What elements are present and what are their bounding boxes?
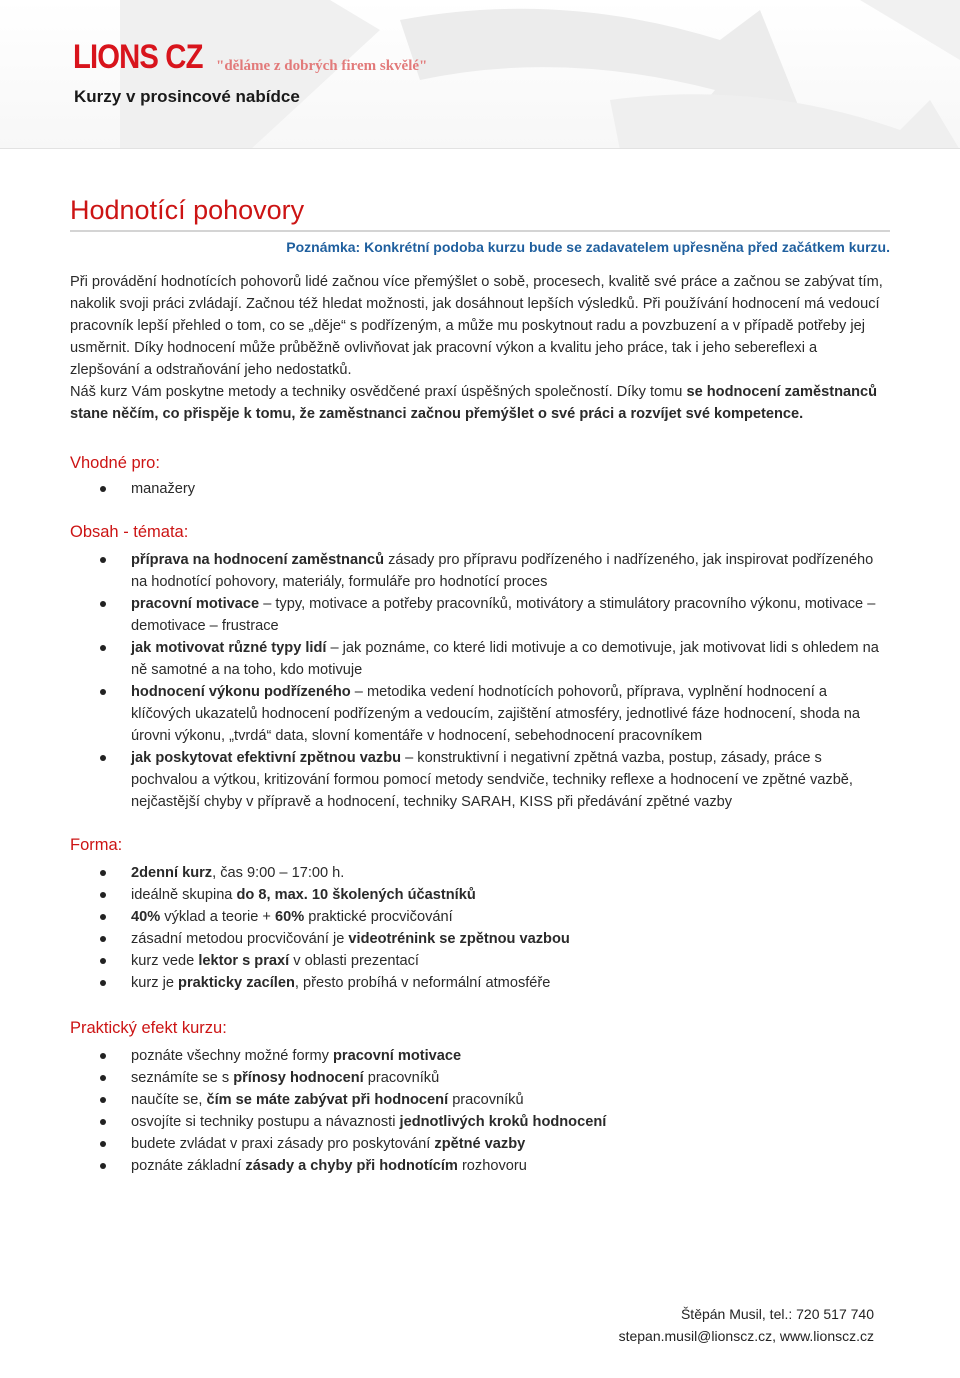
list-item-text: manažery	[131, 481, 196, 497]
list-item-bold: hodnocení výkonu podřízeného	[131, 684, 351, 700]
section-heading-vhodne: Vhodné pro:	[70, 454, 160, 472]
list-item	[70, 1133, 890, 1155]
list-item	[70, 1089, 890, 1111]
company-slogan: "děláme z dobrých firem skvělé"	[216, 58, 428, 74]
bullet-icon	[100, 870, 106, 876]
list-item-text: rozhovoru	[457, 1158, 527, 1174]
bullet-icon	[100, 980, 106, 986]
list-item-text: ideálně skupina	[131, 887, 237, 903]
intro-paragraph-1: Při provádění hodnotících pohovorů lidé začnou více přemýšlet o sobě, procesech, kvalitě své práce a začnou se zabývat tím, nakolik svoji práci zvládají. Začnou též hledat možnosti, jak dosáhnout lepších výsledků. Při používání hodnocení má vedoucí pracovník lepší přehled o tom, co se „děje“ s podřízeným, a může mu poskytnout radu a povzbuzení a v případě potřeby jej usměrnit. Díky hodnocení může průběžně ovlivňovat jak pracovní výkon a kvalitu jeho práce, tak i jeho sebereflexi a zlepšování a odstraňování jeho nedostatků.	[70, 274, 883, 378]
list-item-bold: zásady a chyby při hodnotícím	[245, 1158, 458, 1174]
intro-paragraph-2	[70, 381, 890, 425]
bullet-icon	[100, 1053, 106, 1059]
list-item-bold: čím se máte zabývat při hodnocení	[206, 1092, 449, 1108]
bullet-icon	[100, 914, 106, 920]
page-header	[0, 0, 960, 149]
efekt-list	[70, 1045, 890, 1177]
list-item	[70, 972, 890, 994]
list-item	[70, 593, 890, 637]
list-item-bold: zpětné vazby	[434, 1136, 526, 1152]
list-item-bold: pracovní motivace	[332, 1048, 462, 1064]
list-item-text: kurz vede	[131, 953, 199, 969]
list-item-bold: příprava na hodnocení zaměstnanců	[131, 552, 385, 568]
contact-footer	[619, 1303, 874, 1347]
bullet-icon	[100, 1075, 106, 1081]
course-title: Hodnotící pohovory	[70, 195, 305, 225]
bullet-icon	[100, 936, 106, 942]
list-item-text: – jak poznáme, co které lidi motivuje a co demotivuje, jak motivovat lidi s ohledem na ně samotné a na toho, kdo motivuje	[131, 640, 879, 678]
list-item-text: seznámíte se s	[131, 1070, 234, 1086]
forma-list	[70, 862, 890, 994]
bullet-icon	[100, 755, 106, 761]
section-heading-efekt: Praktický efekt kurzu:	[70, 1019, 227, 1037]
list-item-text: – typy, motivace a potřeby pracovníků, motivátory a stimulátory pracovního výkonu, motivace – demotivace – frustrace	[131, 596, 876, 634]
list-item-text: poznáte základní	[131, 1158, 246, 1174]
bullet-icon	[100, 601, 106, 607]
list-item-text: výklad a teorie +	[160, 909, 276, 925]
company-logo: LIONS CZ	[73, 38, 203, 76]
list-item-bold: prakticky zacílen	[178, 975, 295, 991]
vhodne-list	[70, 478, 890, 500]
list-item-text: v oblasti prezentací	[289, 953, 419, 969]
header-subtitle: Kurzy v prosincové nabídce	[74, 87, 300, 106]
list-item-bold: jak poskytovat efektivní zpětnou vazbu	[131, 750, 402, 766]
bullet-icon	[100, 486, 106, 492]
list-item	[70, 1067, 890, 1089]
list-item	[70, 862, 890, 884]
contact-name-phone: Štěpán Musil, tel.: 720 517 740	[680, 1306, 874, 1322]
list-item	[70, 884, 890, 906]
list-item-text: osvojíte si techniky postupu a návaznosti	[131, 1114, 400, 1130]
list-item-bold: 60%	[275, 909, 305, 925]
course-note: Poznámka: Konkrétní podoba kurzu bude se zadavatelem upřesněna před začátkem kurzu.	[286, 239, 890, 255]
list-item	[70, 637, 890, 681]
list-item	[70, 1045, 890, 1067]
list-item	[70, 681, 890, 747]
bullet-icon	[100, 1163, 106, 1169]
list-item-text: – metodika vedení hodnotících pohovorů, příprava, vyplnění hodnocení a klíčových ukazatelů hodnocení podřízeným a vedoucím, zajištění atmosféry, jednotlivé fáze hodnocení, shoda na úrovni výkonu, „tvrdá“ data, slovní komentáře v hodnocení, sebehodnocení pracovníkem	[131, 684, 861, 744]
list-item-bold: 40%	[131, 909, 161, 925]
bullet-icon	[100, 892, 106, 898]
list-item-bold: pracovní motivace	[131, 596, 260, 612]
section-heading-obsah: Obsah - témata:	[70, 523, 189, 541]
bullet-icon	[100, 689, 106, 695]
list-item-bold: 2denní kurz	[131, 865, 213, 881]
intro-p2-normal: Náš kurz Vám poskytne metody a techniky osvědčené praxí úspěšných společností. Díky tomu	[70, 384, 687, 400]
list-item	[70, 950, 890, 972]
list-item-text: naučíte se,	[131, 1092, 207, 1108]
intro-p2-bold: se hodnocení zaměstnanců stane něčím, co přispěje k tomu, že zaměstnanci začnou přemýšlet o své práci a rozvíjet své kompetence.	[70, 384, 878, 422]
list-item-text: , čas 9:00 – 17:00 h.	[212, 865, 345, 881]
list-item-text: pracovníků	[448, 1092, 524, 1108]
list-item-bold: jednotlivých kroků hodnocení	[399, 1114, 607, 1130]
bullet-icon	[100, 1141, 106, 1147]
title-divider	[70, 230, 890, 232]
list-item-text: – konstruktivní i negativní zpětná vazba, postup, zásady, práce s pochvalou a výtkou, kritizování formou pomocí metody sendviče, techniky reflexe a hodnocení ve zpětné vazbě, nejčastější chyby v přípravě a hodnocení, techniky SARAH, KISS při předávání zpětné vazby	[131, 750, 853, 810]
obsah-list	[70, 549, 890, 813]
list-item	[70, 1111, 890, 1133]
bullet-icon	[100, 645, 106, 651]
list-item-text: kurz je	[131, 975, 179, 991]
list-item-text: poznáte všechny možné formy	[131, 1048, 333, 1064]
contact-email-web: stepan.musil@lionscz.cz, www.lionscz.cz	[618, 1328, 874, 1344]
list-item-text: , přesto probíhá v neformální atmosféře	[294, 975, 551, 991]
list-item-bold: lektor s praxí	[198, 953, 290, 969]
section-heading-forma: Forma:	[70, 836, 123, 854]
list-item-text: praktické procvičování	[304, 909, 453, 925]
bullet-icon	[100, 557, 106, 563]
list-item-bold: jak motivovat různé typy lidí	[131, 640, 327, 656]
list-item	[70, 478, 890, 500]
bullet-icon	[100, 1097, 106, 1103]
document-content	[70, 190, 890, 1177]
list-item-text: budete zvládat v praxi zásady pro poskytování	[131, 1136, 435, 1152]
list-item-text: pracovníků	[363, 1070, 440, 1086]
list-item-text: zásadní metodou procvičování je	[131, 931, 349, 947]
list-item-bold: přínosy hodnocení	[233, 1070, 364, 1086]
list-item	[70, 928, 890, 950]
bullet-icon	[100, 1119, 106, 1125]
list-item	[70, 1155, 890, 1177]
list-item-bold: do 8, max. 10 školených účastníků	[236, 887, 476, 903]
list-item-text: zásady pro přípravu podřízeného i nadřízeného, jak inspirovat podřízeného na hodnotící pohovory, materiály, formuláře pro hodnotící proces	[131, 552, 874, 590]
list-item	[70, 549, 890, 593]
list-item	[70, 747, 890, 813]
list-item-bold: videotrénink se zpětnou vazbou	[348, 931, 570, 947]
bullet-icon	[100, 958, 106, 964]
list-item	[70, 906, 890, 928]
